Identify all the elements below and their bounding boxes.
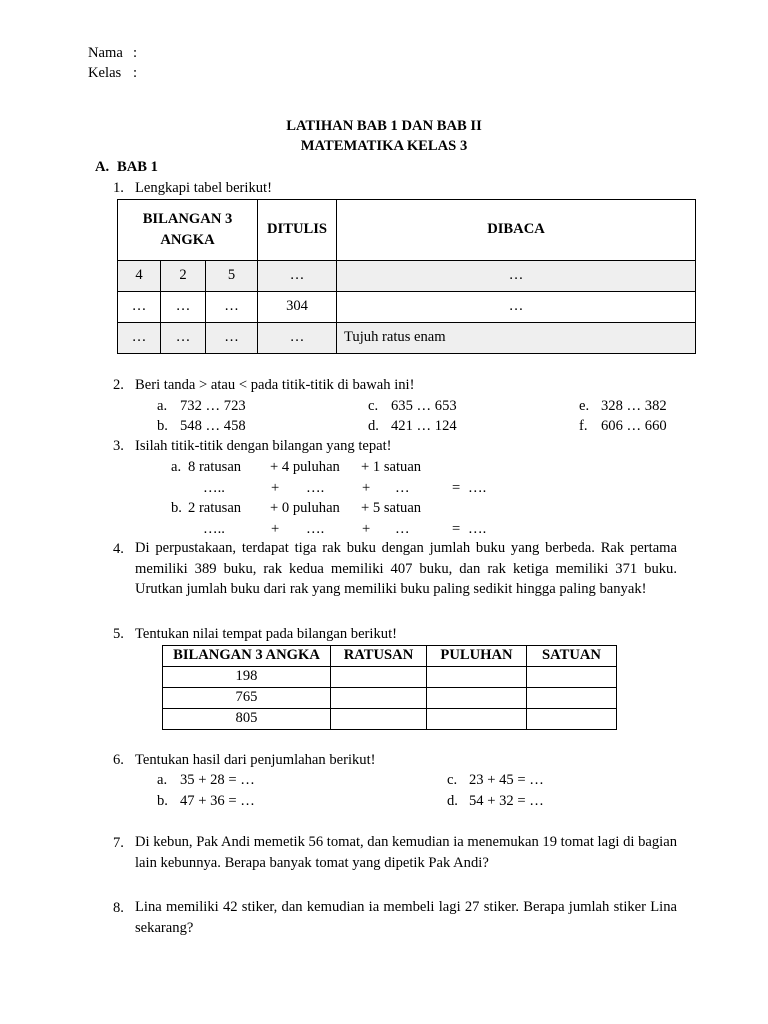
cell-empty [427,688,527,709]
q3-a-result: …. [468,480,487,496]
q1-table [117,199,696,354]
q3-b-puluhan: + 0 puluhan [270,500,340,516]
q2-number: 2. [113,377,124,393]
section-letter: A. [95,159,110,175]
cell-empty [331,709,427,730]
cell-digit: 2 [161,261,206,292]
q3-b-letter: b. [171,500,182,516]
kelas-label: Kelas [88,65,122,81]
q6-item-expr: 54 + 32 = … [469,793,544,809]
kelas-colon: : [133,65,138,81]
cell-digit: … [161,323,206,354]
q2-item-letter: d. [368,418,379,434]
cell-digit: 5 [206,261,258,292]
q6-item-expr: 47 + 36 = … [180,793,255,809]
q2-item-expr: 548 … 458 [180,418,246,434]
q2-item-expr: 606 … 660 [601,418,667,434]
cell-empty [527,709,617,730]
cell-empty [427,709,527,730]
q1-text: Lengkapi tabel berikut! [135,180,272,196]
q6-item-expr: 23 + 45 = … [469,772,544,788]
q2-item-letter: f. [579,418,588,434]
cell-digit: 4 [118,261,161,292]
q7-number: 7. [113,835,124,851]
title-line2: MATEMATIKA KELAS 3 [300,138,468,154]
cell-dibaca: … [337,292,696,323]
q2-item-letter: b. [157,418,168,434]
cell-empty [527,688,617,709]
table-row [163,688,617,709]
q5-number: 5. [113,626,124,642]
q3-b-blank: …. [306,521,325,537]
table-row [163,709,617,730]
q2-item-expr: 732 … 723 [180,398,246,414]
q6-text: Tentukan hasil dari penjumlahan berikut! [135,752,376,768]
q8-text: Lina memiliki 42 stiker, dan kemudian ia membeli lagi 27 stiker. Berapa jumlah stiker Lina sekarang? [135,899,677,936]
header-bilangan: BILANGAN 3 ANGKA [118,200,258,261]
table-row [163,667,617,688]
cell-empty [331,688,427,709]
q7-text: Di kebun, Pak Andi memetik 56 tomat, dan kemudian ia menemukan 19 tomat lagi di bagian lain kebunnya. Berapa banyak tomat yang dipetik Pak Andi? [135,834,677,871]
q1-number: 1. [113,180,124,196]
q3-a-blank: ….. [203,480,225,496]
header-bilangan: BILANGAN 3 ANGKA [163,646,331,667]
header-ratusan: RATUSAN [331,646,427,667]
q8-number: 8. [113,900,124,916]
cell-number: 765 [163,688,331,709]
q3-b-result: …. [468,521,487,537]
cell-ditulis: … [258,323,337,354]
q5-text: Tentukan nilai tempat pada bilangan berikut! [135,626,397,642]
q3-number: 3. [113,438,124,454]
q3-a-puluhan: + 4 puluhan [270,459,340,475]
q3-a-letter: a. [171,459,182,475]
q3-a-plus: + [271,480,280,496]
cell-empty [527,667,617,688]
q6-item-letter: a. [157,772,168,788]
cell-digit: … [206,292,258,323]
q2-item-letter: a. [157,398,168,414]
q5-table-header [163,646,617,667]
q2-item-letter: c. [368,398,379,414]
q3-a-ratusan: 8 ratusan [188,459,242,475]
q3-a-plus: + [362,480,371,496]
q2-text: Beri tanda > atau < pada titik-titik di bawah ini! [135,377,415,393]
q3-b-plus: + [271,521,280,537]
q3-b-ratusan: 2 ratusan [188,500,242,516]
q4-number: 4. [113,541,124,557]
nama-label: Nama [88,45,123,61]
cell-dibaca: Tujuh ratus enam [337,323,696,354]
q2-item-expr: 421 … 124 [391,418,457,434]
q3-a-blank: …. [306,480,325,496]
q1-table-header [118,200,696,261]
q3-b-blank: ….. [203,521,225,537]
cell-ditulis: … [258,261,337,292]
q3-b-plus: + [362,521,371,537]
table-row [118,292,696,323]
q3-b-blank: … [395,521,410,537]
header-puluhan: PULUHAN [427,646,527,667]
q3-a-satuan: + 1 satuan [361,459,422,475]
cell-empty [427,667,527,688]
q2-item-letter: e. [579,398,590,414]
q3-a-equals: = [452,480,461,496]
section-title: BAB 1 [117,159,158,175]
cell-empty [331,667,427,688]
q6-item-letter: d. [447,793,458,809]
q2-item-expr: 328 … 382 [601,398,667,414]
nama-colon: : [133,45,138,61]
header-dibaca: DIBACA [337,200,696,261]
header-satuan: SATUAN [527,646,617,667]
cell-ditulis: 304 [258,292,337,323]
q4-text: Di perpustakaan, terdapat tiga rak buku dengan jumlah buku yang berbeda. Rak pertama memiliki 389 buku, rak kedua memiliki 407 buku, dan rak ketiga memiliki 371 buku. Urutkan jumlah buku dari rak yang memiliki buku paling sedikit hingga paling banyak! [135,540,677,598]
cell-number: 805 [163,709,331,730]
cell-digit: … [118,292,161,323]
cell-digit: … [118,323,161,354]
table-row [118,261,696,292]
q6-item-letter: b. [157,793,168,809]
table-row [118,323,696,354]
q3-b-satuan: + 5 satuan [361,500,422,516]
cell-digit: … [206,323,258,354]
q3-text: Isilah titik-titik dengan bilangan yang tepat! [135,438,392,454]
q5-table [162,645,617,730]
q6-number: 6. [113,752,124,768]
q6-item-letter: c. [447,772,458,788]
cell-dibaca: … [337,261,696,292]
q2-item-expr: 635 … 653 [391,398,457,414]
cell-digit: … [161,292,206,323]
cell-number: 198 [163,667,331,688]
q3-a-blank: … [395,480,410,496]
title-line1: LATIHAN BAB 1 DAN BAB II [286,118,482,134]
header-ditulis: DITULIS [258,200,337,261]
q6-item-expr: 35 + 28 = … [180,772,255,788]
q3-b-equals: = [452,521,461,537]
